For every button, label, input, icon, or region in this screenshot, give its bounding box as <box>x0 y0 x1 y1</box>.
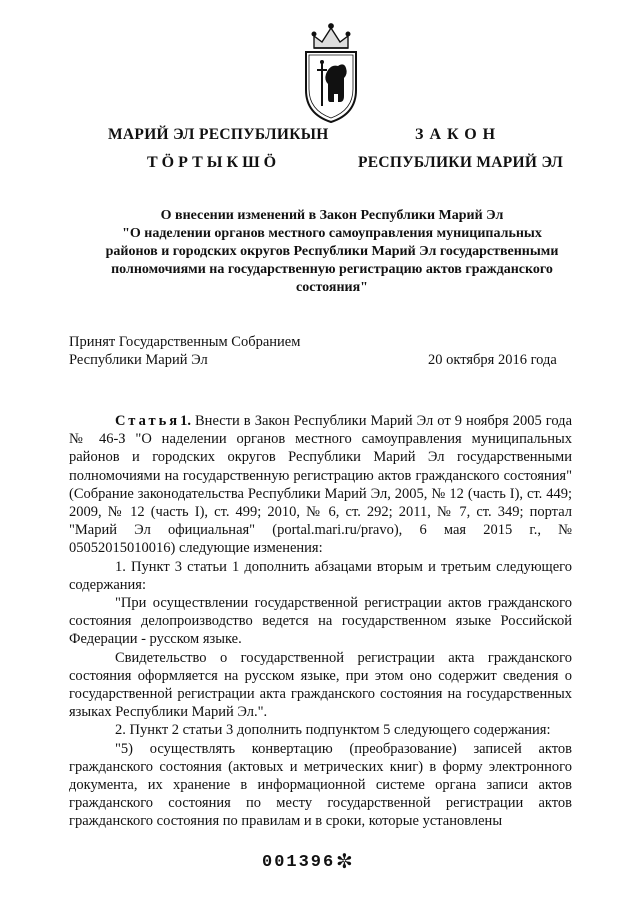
title-line: "О наделении органов местного самоуправления муниципальных <box>122 226 542 241</box>
adopted-date: 20 октября 2016 года <box>428 352 557 368</box>
document-body <box>69 412 572 831</box>
coat-of-arms-icon <box>300 18 362 124</box>
paragraph: "5) осуществлять конвертацию (преобразование) записей актов гражданского состояния (актовых и метрических книг) в форму электронного документа, их хранение в информационной системе органа записи актов гражданского состояния по месту государственной регистрации актов гражданского состояния по правилам и в сроки, которые установлены <box>69 740 572 830</box>
title-line: полномочиями на государственную регистрацию актов гражданского <box>111 262 553 277</box>
adopted-line1: Принят Государственным Собранием <box>69 334 301 350</box>
paragraph: 1. Пункт 3 статьи 1 дополнить абзацами вторым и третьим следующего содержания: <box>69 558 572 593</box>
header-right-line2: РЕСПУБЛИКИ МАРИЙ ЭЛ <box>358 154 564 171</box>
adopted-line2: Республики Марий Эл <box>69 352 208 368</box>
document-title <box>64 207 600 297</box>
article-intro <box>69 412 572 558</box>
title-line: районов и городских округов Республики Марий Эл государственными <box>105 244 559 259</box>
article-number: 1. <box>180 413 191 429</box>
article-label: Статья <box>115 413 181 429</box>
title-line: состояния" <box>296 280 368 295</box>
paragraph: 2. Пункт 2 статьи 3 дополнить подпунктом 5 следующего содержания: <box>115 722 551 739</box>
title-line: О внесении изменений в Закон Республики Марий Эл <box>160 208 504 223</box>
header-left-line2: ТӦРТЫКШӦ <box>147 154 281 171</box>
paragraph: "При осуществлении государственной регистрации актов гражданского состояния делопроизводство ведется на государственном языке Российской Федерации - русском языке. <box>69 595 572 648</box>
article-intro-text: Внести в Закон Республики Марий Эл от 9 ноября 2005 года № 46-З "О наделении органов местного самоуправления муниципальных районов и городских округов Республики Марий Эл государственными полномочиями на государственную регистрацию актов гражданского состояния" (Собрание законодательства Республики Марий Эл, 2005, № 12 (часть I), ст. 449; 2009, № 12 (часть I), ст. 499; 2010, № 6, ст. 292; 2011, № 7, ст. 349; портал "Марий Эл официальная" (portal.mari.ru/pravo), 6 мая 2015 г., № 05052015010016) следующие изменения: <box>69 413 573 557</box>
header-left-line1: МАРИЙ ЭЛ РЕСПУБЛИКЫН <box>108 126 329 143</box>
serial-number: 001396 <box>262 853 336 872</box>
star-mark-icon: ✼ <box>336 849 353 873</box>
header-right-line1: ЗАКОН <box>415 126 502 143</box>
paragraph: Свидетельство о государственной регистрации акта гражданского состояния оформляется на русском языке, при этом оно содержит сведения о государственной регистрации акта гражданского состояния на государственных языках Республики Марий Эл.". <box>69 649 572 721</box>
